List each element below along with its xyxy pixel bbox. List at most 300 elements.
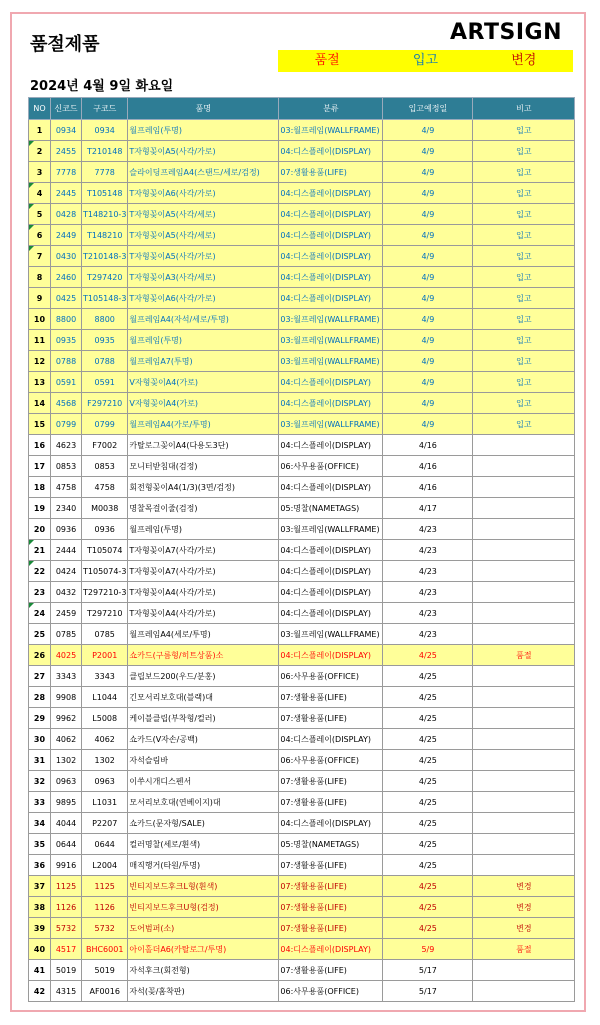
cell-comment-marker-icon: [29, 225, 34, 230]
product-name-cell: [128, 351, 279, 372]
note-cell-text: 입고: [516, 167, 532, 177]
category-cell-text: 07:생활용품(LIFE): [280, 881, 347, 891]
note-cell: [473, 498, 575, 519]
row-no-text: 19: [33, 503, 46, 513]
product-name-cell: [128, 918, 279, 939]
product-name-cell: [128, 477, 279, 498]
old-code-cell: [82, 498, 128, 519]
category-cell: [279, 603, 383, 624]
product-name-cell: [128, 981, 279, 1002]
eta-cell: [383, 624, 473, 645]
eta-cell-text: 4/9: [421, 188, 435, 198]
new-code-cell: [51, 372, 82, 393]
product-name-cell-text: 월프레임A4(가로/투명): [129, 419, 211, 429]
category-cell: [279, 855, 383, 876]
old-code-cell-text: 1126: [94, 902, 115, 912]
product-name-cell: [128, 960, 279, 981]
row-no: [29, 267, 51, 288]
new-code-cell-text: 4025: [55, 650, 77, 660]
old-code-cell-text: 1302: [94, 755, 115, 765]
note-cell: [473, 330, 575, 351]
eta-cell-text: 4/25: [418, 818, 437, 828]
old-code-cell: [82, 393, 128, 414]
eta-cell: [383, 246, 473, 267]
header-note: 비고: [473, 98, 575, 120]
note-cell-text: 입고: [516, 251, 532, 261]
old-code-cell: [82, 876, 128, 897]
category-cell: [279, 519, 383, 540]
eta-cell: [383, 225, 473, 246]
eta-cell: [383, 645, 473, 666]
old-code-cell-text: M0038: [91, 503, 119, 513]
product-name-cell: [128, 666, 279, 687]
table-row: [29, 981, 575, 1002]
row-no: [29, 582, 51, 603]
old-code-cell: [82, 330, 128, 351]
category-cell: [279, 183, 383, 204]
eta-cell-text: 4/25: [418, 713, 437, 723]
old-code-cell-text: 0799: [94, 419, 115, 429]
product-name-cell-text: 빈티지보드후크L형(흰색): [129, 881, 218, 891]
new-code-cell: [51, 561, 82, 582]
product-name-cell-text: 자석후크(회전형): [129, 965, 190, 975]
table-row: [29, 834, 575, 855]
table-row: [29, 582, 575, 603]
table-header-row: [29, 98, 575, 120]
eta-cell-text: 5/9: [421, 944, 435, 954]
note-cell-text: 변경: [516, 881, 532, 891]
new-code-cell: [51, 624, 82, 645]
table-row: [29, 939, 575, 960]
row-no-text: 39: [33, 923, 46, 933]
table-row: [29, 498, 575, 519]
table-row: [29, 561, 575, 582]
new-code-cell: [51, 183, 82, 204]
new-code-cell: [51, 477, 82, 498]
note-cell: [473, 183, 575, 204]
old-code-cell-text: 4758: [94, 482, 115, 492]
product-name-cell-text: V자형꽂이A4(가로): [129, 398, 199, 408]
cell-comment-marker-icon: [29, 183, 34, 188]
category-cell-text: 05:명찰(NAMETAGS): [280, 503, 360, 513]
product-name-cell: [128, 624, 279, 645]
new-code-cell: [51, 435, 82, 456]
new-code-cell-text: 9916: [55, 860, 77, 870]
new-code-cell: [51, 351, 82, 372]
product-name-cell: [128, 813, 279, 834]
category-cell-text: 06:사무용품(OFFICE): [280, 461, 359, 471]
old-code-cell: [82, 519, 128, 540]
note-cell: [473, 162, 575, 183]
note-cell: [473, 204, 575, 225]
eta-cell-text: 4/25: [418, 776, 437, 786]
category-cell-text: 06:사무용품(OFFICE): [280, 755, 359, 765]
row-no-text: 38: [33, 902, 46, 912]
product-name-cell-text: 쇼카드(V자손/공백): [129, 734, 198, 744]
eta-cell: [383, 666, 473, 687]
table-row: [29, 225, 575, 246]
product-name-cell: [128, 162, 279, 183]
old-code-cell: [82, 960, 128, 981]
eta-cell-text: 4/23: [418, 566, 437, 576]
note-cell: [473, 813, 575, 834]
cell-comment-marker-icon: [29, 603, 34, 608]
new-code-cell-text: 7778: [55, 167, 77, 177]
old-code-cell-text: T148210-3: [83, 209, 127, 219]
note-cell-text: 입고: [516, 398, 532, 408]
old-code-cell-text: T297420: [86, 272, 123, 282]
row-no: [29, 729, 51, 750]
eta-cell-text: 4/9: [421, 251, 435, 261]
row-no: [29, 960, 51, 981]
old-code-cell: [82, 729, 128, 750]
product-name-cell-text: V자형꽂이A4(가로): [129, 377, 199, 387]
new-code-cell: [51, 246, 82, 267]
product-name-cell: [128, 687, 279, 708]
category-cell: [279, 729, 383, 750]
product-name-cell-text: T자형꽂이A3(사각/세로): [129, 272, 216, 282]
eta-cell: [383, 960, 473, 981]
new-code-cell-text: 0934: [55, 125, 77, 135]
note-cell: [473, 477, 575, 498]
category-cell: [279, 204, 383, 225]
header-new-code: 신코드: [51, 98, 82, 120]
row-no: [29, 624, 51, 645]
row-no: [29, 225, 51, 246]
row-no-text: 26: [33, 650, 46, 660]
table-row: [29, 267, 575, 288]
category-cell: [279, 666, 383, 687]
new-code-cell: [51, 330, 82, 351]
note-cell-text: 변경: [516, 902, 532, 912]
product-name-cell-text: 월프레임A4(자석/세로/투명): [129, 314, 229, 324]
eta-cell: [383, 498, 473, 519]
category-cell: [279, 162, 383, 183]
category-cell-text: 04:디스플레이(DISPLAY): [280, 377, 371, 387]
table-row: [29, 876, 575, 897]
eta-cell: [383, 288, 473, 309]
product-name-cell: [128, 750, 279, 771]
eta-cell: [383, 582, 473, 603]
row-no: [29, 414, 51, 435]
category-cell: [279, 876, 383, 897]
row-no: [29, 918, 51, 939]
product-name-cell-text: 도어범퍼(소): [129, 923, 175, 933]
product-name-cell: [128, 645, 279, 666]
category-cell: [279, 834, 383, 855]
row-no: [29, 246, 51, 267]
row-no: [29, 855, 51, 876]
note-cell: [473, 792, 575, 813]
eta-cell-text: 4/9: [421, 377, 435, 387]
new-code-cell-text: 9908: [55, 692, 77, 702]
new-code-cell: [51, 729, 82, 750]
new-code-cell-text: 0432: [55, 587, 77, 597]
new-code-cell-text: 0935: [55, 335, 77, 345]
table-row: [29, 477, 575, 498]
stock-table: [28, 97, 575, 1002]
old-code-cell: [82, 939, 128, 960]
table-row: [29, 645, 575, 666]
legend-in: 입고: [412, 53, 439, 68]
old-code-cell-text: T105074: [86, 545, 123, 555]
note-cell: [473, 456, 575, 477]
product-name-cell-text: 자석슬림바: [129, 755, 169, 765]
note-cell: [473, 939, 575, 960]
category-cell-text: 07:생활용품(LIFE): [280, 167, 347, 177]
new-code-cell: [51, 960, 82, 981]
category-cell-text: 07:생활용품(LIFE): [280, 776, 347, 786]
row-no-text: 1: [36, 125, 43, 135]
eta-cell: [383, 435, 473, 456]
row-no-text: 14: [33, 398, 46, 408]
new-code-cell: [51, 603, 82, 624]
eta-cell-text: 4/17: [418, 503, 437, 513]
category-cell-text: 04:디스플레이(DISPLAY): [280, 209, 371, 219]
product-name-cell-text: 매직행거(타원/투명): [129, 860, 201, 870]
new-code-cell-text: 2459: [55, 608, 77, 618]
category-cell: [279, 981, 383, 1002]
old-code-cell: [82, 855, 128, 876]
eta-cell: [383, 939, 473, 960]
category-cell: [279, 456, 383, 477]
note-cell-text: 입고: [516, 335, 532, 345]
category-cell: [279, 540, 383, 561]
old-code-cell: [82, 372, 128, 393]
old-code-cell-text: T148210: [86, 230, 123, 240]
category-cell-text: 07:생활용품(LIFE): [280, 713, 347, 723]
product-name-cell: [128, 603, 279, 624]
row-no: [29, 519, 51, 540]
row-no: [29, 162, 51, 183]
old-code-cell: [82, 813, 128, 834]
eta-cell-text: 4/25: [418, 860, 437, 870]
header-eta: 입고예정일: [383, 98, 473, 120]
old-code-cell: [82, 561, 128, 582]
new-code-cell-text: 0936: [55, 524, 77, 534]
category-cell: [279, 246, 383, 267]
old-code-cell: [82, 456, 128, 477]
row-no: [29, 561, 51, 582]
eta-cell-text: 4/25: [418, 923, 437, 933]
old-code-cell-text: 0936: [94, 524, 115, 534]
table-row: [29, 246, 575, 267]
product-name-cell-text: 모니터받침대(검정): [129, 461, 198, 471]
eta-cell: [383, 330, 473, 351]
row-no-text: 23: [33, 587, 46, 597]
category-cell-text: 03:월프레임(WALLFRAME): [280, 335, 380, 345]
eta-cell: [383, 456, 473, 477]
product-name-cell: [128, 939, 279, 960]
row-no-text: 4: [36, 188, 43, 198]
row-no-text: 2: [36, 146, 43, 156]
old-code-cell-text: 5732: [94, 923, 115, 933]
category-cell-text: 04:디스플레이(DISPLAY): [280, 398, 371, 408]
row-no: [29, 477, 51, 498]
old-code-cell: [82, 288, 128, 309]
old-code-cell: [82, 582, 128, 603]
product-name-cell: [128, 330, 279, 351]
row-no-text: 27: [33, 671, 46, 681]
row-no-text: 41: [33, 965, 46, 975]
category-cell-text: 04:디스플레이(DISPLAY): [280, 440, 371, 450]
old-code-cell: [82, 792, 128, 813]
new-code-cell: [51, 771, 82, 792]
new-code-cell: [51, 792, 82, 813]
new-code-cell: [51, 498, 82, 519]
header-product-name: 품명: [128, 98, 279, 120]
product-name-cell: [128, 288, 279, 309]
row-no: [29, 708, 51, 729]
old-code-cell-text: 0963: [94, 776, 115, 786]
table-row: [29, 351, 575, 372]
legend-out: 품절: [314, 53, 340, 68]
eta-cell-text: 4/25: [418, 671, 437, 681]
table-row: [29, 666, 575, 687]
eta-cell: [383, 876, 473, 897]
category-cell: [279, 561, 383, 582]
product-name-cell: [128, 393, 279, 414]
eta-cell-text: 4/25: [418, 650, 437, 660]
row-no-text: 40: [33, 944, 46, 954]
product-name-cell-text: T자형꽂이A7(사각/가로): [129, 545, 216, 555]
note-cell: [473, 309, 575, 330]
category-cell: [279, 393, 383, 414]
new-code-cell-text: 4623: [55, 440, 77, 450]
category-cell: [279, 771, 383, 792]
product-name-cell-text: 카탈로그꽂이A4(다용도3단): [129, 440, 229, 450]
new-code-cell: [51, 414, 82, 435]
old-code-cell-text: T105148-3: [83, 293, 127, 303]
new-code-cell-text: 0799: [55, 419, 77, 429]
row-no-text: 18: [33, 482, 46, 492]
old-code-cell-text: 5019: [94, 965, 115, 975]
eta-cell: [383, 855, 473, 876]
category-cell: [279, 330, 383, 351]
category-cell-text: 07:생활용품(LIFE): [280, 923, 347, 933]
note-cell: [473, 603, 575, 624]
eta-cell-text: 4/9: [421, 230, 435, 240]
old-code-cell-text: 0591: [94, 377, 115, 387]
new-code-cell-text: 0853: [55, 461, 77, 471]
eta-cell: [383, 162, 473, 183]
eta-cell: [383, 309, 473, 330]
product-name-cell-text: 이쑤시개디스펜서: [129, 776, 192, 786]
product-name-cell: [128, 855, 279, 876]
row-no: [29, 288, 51, 309]
new-code-cell-text: 4315: [55, 986, 77, 996]
note-cell: [473, 246, 575, 267]
note-cell: [473, 624, 575, 645]
eta-cell: [383, 414, 473, 435]
table-row: [29, 918, 575, 939]
product-name-cell: [128, 183, 279, 204]
row-no-text: 36: [33, 860, 46, 870]
brand-logo: ARTSIGN: [450, 20, 562, 45]
table-row: [29, 771, 575, 792]
eta-cell-text: 4/23: [418, 608, 437, 618]
row-no-text: 28: [33, 692, 46, 702]
product-name-cell-text: T자형꽂이A5(사각/세로): [129, 230, 216, 240]
note-cell: [473, 645, 575, 666]
new-code-cell: [51, 813, 82, 834]
new-code-cell: [51, 981, 82, 1002]
new-code-cell-text: 2444: [55, 545, 77, 555]
new-code-cell: [51, 225, 82, 246]
new-code-cell: [51, 456, 82, 477]
old-code-cell-text: 7778: [94, 167, 115, 177]
eta-cell-text: 4/25: [418, 692, 437, 702]
note-cell-text: 입고: [516, 230, 532, 240]
row-no: [29, 981, 51, 1002]
category-cell: [279, 435, 383, 456]
row-no-text: 6: [36, 230, 43, 240]
old-code-cell: [82, 771, 128, 792]
category-cell-text: 04:디스플레이(DISPLAY): [280, 566, 371, 576]
category-cell: [279, 918, 383, 939]
table-row: [29, 183, 575, 204]
new-code-cell: [51, 204, 82, 225]
category-cell: [279, 351, 383, 372]
row-no-text: 22: [33, 566, 46, 576]
category-cell-text: 04:디스플레이(DISPLAY): [280, 818, 371, 828]
product-name-cell-text: 명찰목걸이줄(검정): [129, 503, 198, 513]
cell-comment-marker-icon: [29, 540, 34, 545]
old-code-cell-text: P2207: [92, 818, 118, 828]
old-code-cell-text: T105074-3: [83, 566, 127, 576]
category-cell: [279, 897, 383, 918]
row-no: [29, 372, 51, 393]
note-cell-text: 변경: [516, 923, 532, 933]
category-cell-text: 04:디스플레이(DISPLAY): [280, 293, 371, 303]
category-cell: [279, 267, 383, 288]
row-no-text: 34: [33, 818, 46, 828]
new-code-cell-text: 0425: [55, 293, 77, 303]
note-cell-text: 입고: [516, 146, 532, 156]
row-no: [29, 351, 51, 372]
row-no: [29, 876, 51, 897]
note-cell: [473, 687, 575, 708]
new-code-cell-text: 4044: [55, 818, 77, 828]
category-cell-text: 04:디스플레이(DISPLAY): [280, 587, 371, 597]
eta-cell: [383, 834, 473, 855]
note-cell-text: 입고: [516, 125, 532, 135]
category-cell-text: 04:디스플레이(DISPLAY): [280, 482, 371, 492]
table-row: [29, 288, 575, 309]
eta-cell: [383, 351, 473, 372]
category-cell: [279, 372, 383, 393]
table-row: [29, 435, 575, 456]
eta-cell-text: 4/23: [418, 587, 437, 597]
table-row: [29, 897, 575, 918]
old-code-cell-text: 4062: [94, 734, 115, 744]
old-code-cell-text: AF0016: [89, 986, 120, 996]
old-code-cell: [82, 624, 128, 645]
product-name-cell: [128, 267, 279, 288]
note-cell: [473, 519, 575, 540]
row-no-text: 7: [36, 251, 43, 261]
old-code-cell: [82, 477, 128, 498]
category-cell: [279, 120, 383, 141]
product-name-cell: [128, 708, 279, 729]
eta-cell-text: 5/17: [418, 965, 437, 975]
product-name-cell: [128, 834, 279, 855]
table-row: [29, 120, 575, 141]
new-code-cell-text: 8800: [55, 314, 77, 324]
category-cell-text: 04:디스플레이(DISPLAY): [280, 272, 371, 282]
new-code-cell: [51, 918, 82, 939]
table-row: [29, 372, 575, 393]
